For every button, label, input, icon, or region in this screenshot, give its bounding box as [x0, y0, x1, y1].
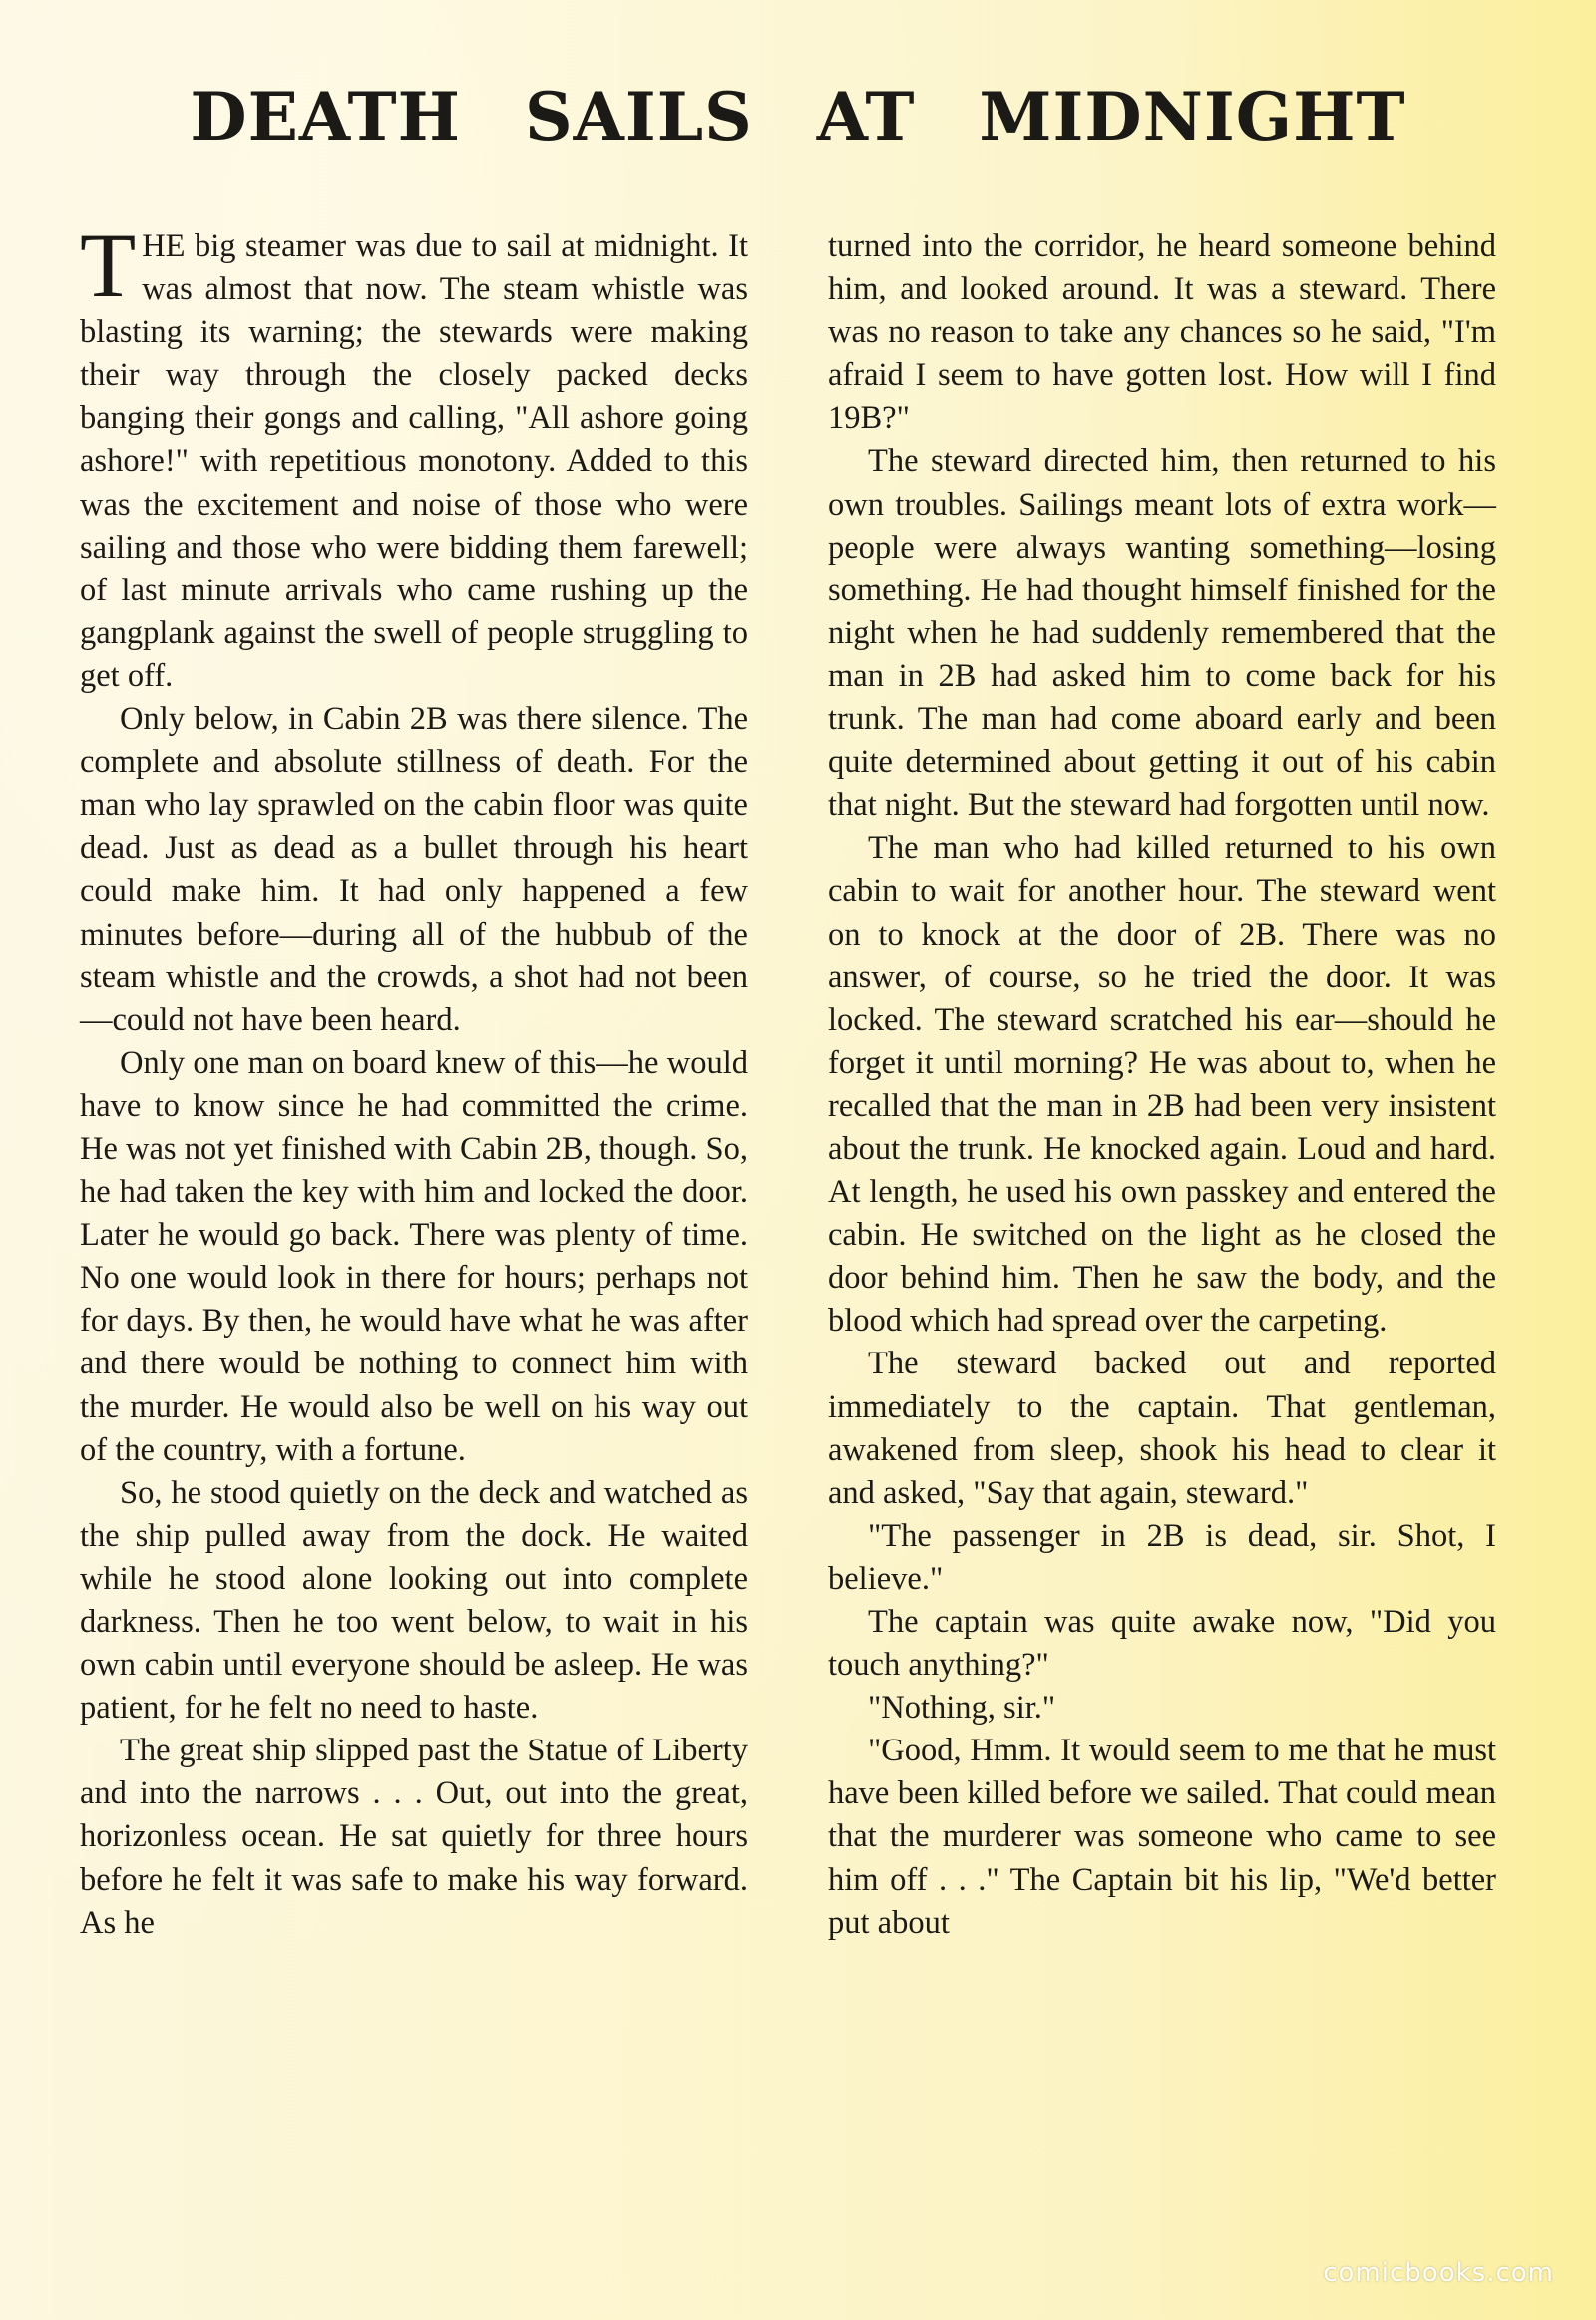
- story-title: DEATH SAILS AT MIDNIGHT: [190, 78, 1406, 156]
- drop-cap: T: [80, 214, 137, 316]
- paragraph-text: HE big steamer was due to sail at midnight. It was almost that now. The steam whistle was blasting its warning; the stewards were making their way through the closely packed decks banging their gongs and calling, "All ashore going ashore!" with repetitious monotony. Added to this was the excitement and noise of those who were sailing and those who were bidding them farewell; of last minute arrivals who came rushing up the gangplank against the swell of people struggling to get off.: [80, 228, 748, 694]
- paragraph: "Nothing, sir.": [868, 1690, 1056, 1727]
- paragraph-continued: turned into the corridor, he heard someone behind him, and looked around. It was a steward. There was no reason to take any chances so he said, "I'm afraid I seem to have gotten lost. How will I find 19B?": [828, 228, 1496, 437]
- paragraph: The man who had killed returned to his own cabin to wait for another hour. The steward went on to knock at the door of 2B. There was no answer, of course, so he tried the door. It was locked. The steward scratched his ear—should he forget it until morning? He was about to, when he recalled that the man in 2B had been very insistent about the trunk. He knocked again. Loud and hard. At length, he used his own passkey and entered the cabin. He switched on the light as he closed the door behind him. Then he saw the body, and the blood which had spread over the carpeting.: [828, 830, 1496, 1340]
- paragraph-opening: [80, 214, 748, 698]
- paragraph: "The passenger in 2B is dead, sir. Shot, I believe.": [828, 1517, 1496, 1597]
- paragraph: The steward backed out and reported immediately to the captain. That gentleman, awakened from sleep, shook his head to clear it and asked, "Say that again, steward.": [828, 1346, 1496, 1511]
- right-text-column: [828, 225, 1496, 1945]
- paragraph: The steward directed him, then returned to his own troubles. Sailings meant lots of extra work—people were always wanting something—losing something. He had thought himself finished for the night when he had suddenly remembered that the man in 2B had asked him to come back for his trunk. The man had come aboard early and been quite determined about getting it out of his cabin that night. But the steward had forgotten until now.: [828, 443, 1496, 824]
- paragraph: "Good, Hmm. It would seem to me that he must have been killed before we sailed. That could mean that the murderer was someone who came to see him off . . ." The Captain bit his lip, "We'd better put about: [828, 1733, 1496, 1941]
- paragraph: The great ship slipped past the Statue of Liberty and into the narrows . . . Out, out into the great, horizonless ocean. He sat quietly for three hours before he felt it was safe to make his way forward. As he: [80, 1733, 748, 1941]
- left-text-column: [80, 214, 748, 1945]
- paragraph: Only one man on board knew of this—he would have to know since he had committed the crime. He was not yet finished with Cabin 2B, though. So, he had taken the key with him and locked the door. Later he would go back. There was plenty of time. No one would look in there for hours; perhaps not for days. By then, he would have what he was after and there would be nothing to connect him with the murder. He would also be well on his way out of the country, with a fortune.: [80, 1044, 748, 1468]
- paragraph: Only below, in Cabin 2B was there silence. The complete and absolute stillness of death. For the man who lay sprawled on the cabin floor was quite dead. Just as dead as a bullet through his heart could make him. It had only happened a few minutes before—during all of the hubbub of the steam whistle and the crowds, a shot had not been—could not have been heard.: [80, 701, 748, 1038]
- paragraph: The captain was quite awake now, "Did you touch anything?": [828, 1604, 1496, 1684]
- paragraph: So, he stood quietly on the deck and watched as the ship pulled away from the dock. He waited while he stood alone looking out into complete darkness. Then he too went below, to wait in his own cabin until everyone should be asleep. He was patient, for he felt no need to haste.: [80, 1474, 748, 1727]
- watermark: comicbooks.com: [1323, 2258, 1554, 2288]
